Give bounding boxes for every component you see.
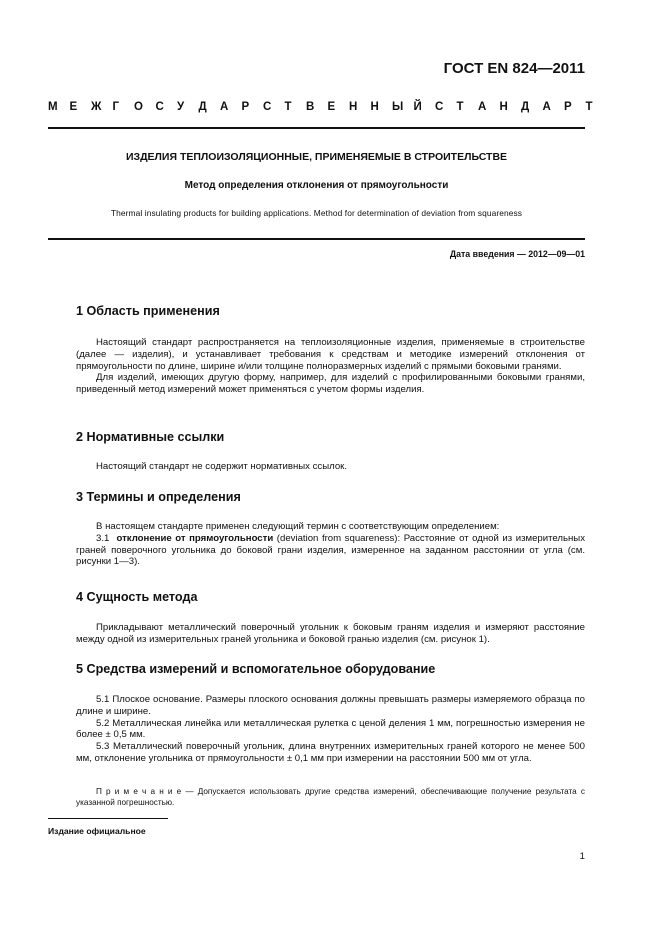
section-5-paragraph-3: 5.3 Металлический поверочный угольник, длина внутренних измерительных граней которого не менее 500 мм, отклонение угольника от прямоугольности ± 0,1 мм при измерении на расстоянии 500 мм от угла.: [76, 741, 585, 764]
spaced-letter: А: [478, 101, 487, 113]
section-5-note: П р и м е ч а н и е — Допускается использовать другие средства измерений, обеспечивающие получение результата с указанной погрешностью.: [76, 787, 585, 807]
section-4-heading: 4 Сущность метода: [76, 590, 198, 604]
document-subtitle: Метод определения отклонения от прямоугольности: [184, 180, 449, 191]
page-number: 1: [579, 851, 585, 862]
introduction-date: Дата введения — 2012—09—01: [449, 249, 585, 259]
section-1-body: [76, 337, 585, 396]
spaced-letter: Р: [564, 101, 572, 113]
spaced-letter: Н: [349, 101, 358, 113]
section-4-body: [76, 622, 585, 646]
section-2-body: [76, 461, 585, 473]
header-divider: [48, 127, 585, 129]
spaced-letter: М: [48, 101, 58, 113]
spaced-letter: Е: [69, 101, 78, 113]
document-title: ИЗДЕЛИЯ ТЕПЛОИЗОЛЯЦИОННЫЕ, ПРИМЕНЯЕМЫЕ В СТРОИТЕЛЬСТВЕ: [125, 151, 508, 163]
standard-type-word-2: [435, 101, 607, 113]
spaced-letter: А: [542, 101, 551, 113]
term-definition: [76, 533, 585, 568]
section-4-paragraph-1: Прикладывают металлический поверочный угольник к боковым граням изделия и измеряют расстояние между одной из измерительных граней угольника и боковой гранью изделия (см. рисунок 1).: [76, 622, 585, 645]
section-5-body: [76, 694, 585, 765]
spaced-letter: Й: [413, 101, 422, 113]
term-number: 3.1: [96, 532, 110, 544]
spaced-letter: Е: [327, 101, 336, 113]
standard-type-heading: [48, 101, 593, 113]
section-5-heading: 5 Средства измерений и вспомогательное оборудование: [76, 662, 436, 676]
spaced-letter: С: [155, 101, 164, 113]
section-1-heading: 1 Область применения: [76, 304, 220, 318]
english-title: Thermal insulating products for building applications. Method for determination of deviation from squareness: [110, 208, 523, 218]
spaced-letter: Д: [198, 101, 207, 113]
spaced-letter: С: [263, 101, 272, 113]
title-divider: [48, 238, 585, 240]
footer-divider: [48, 818, 168, 819]
section-1-paragraph-1: Настоящий стандарт распространяется на теплоизоляционные изделия, применяемые в строительстве (далее — изделия), и устанавливает требования к средствам и методике измерений отклонения от прямоугольности по длине, ширине и/или толщине полноразмерных изделий с прямыми боковыми гранями.: [76, 337, 585, 372]
edition-label: Издание официальное: [48, 826, 146, 836]
spaced-letter: В: [306, 101, 315, 113]
spaced-letter: Р: [241, 101, 250, 113]
spaced-letter: С: [435, 101, 444, 113]
spaced-letter: Д: [521, 101, 530, 113]
standard-type-word-1: [48, 101, 435, 113]
spaced-letter: Н: [499, 101, 508, 113]
section-2-paragraph-1: Настоящий стандарт не содержит нормативных ссылок.: [96, 461, 348, 472]
spaced-letter: У: [177, 101, 185, 113]
spaced-letter: Ж: [91, 101, 102, 113]
section-2-heading: 2 Нормативные ссылки: [76, 430, 225, 444]
term-name: отклонение от прямоугольности: [116, 532, 274, 544]
section-3-heading: 3 Термины и определения: [76, 490, 241, 504]
spaced-letter: Н: [370, 101, 379, 113]
section-1-paragraph-2: Для изделий, имеющих другую форму, например, для изделий с профилированными боковыми гранями, приведенный метод измерений может применяться с учетом формы изделия.: [76, 372, 585, 396]
section-5-paragraph-2: 5.2 Металлическая линейка или металлическая рулетка с ценой деления 1 мм, погрешностью измерения не более ± 0,5 мм.: [76, 717, 585, 741]
spaced-letter: Т: [284, 101, 292, 113]
spaced-letter: А: [220, 101, 229, 113]
section-3-paragraph-1: В настоящем стандарте применен следующий термин с соответствующим определением:: [96, 521, 500, 532]
spaced-letter: Т: [456, 101, 464, 113]
standard-number: ГОСТ EN 824—2011: [443, 60, 585, 77]
spaced-letter: Т: [585, 101, 593, 113]
spaced-letter: Г: [112, 101, 120, 113]
spaced-letter: О: [134, 101, 143, 113]
section-3-body: [76, 521, 585, 568]
term-description: (deviation from squareness): Расстояние от одной из измерительных граней поверочного угольника до боковой грани изделия, измеренное на заданном расстоянии от угла (см. рисунки 1—3).: [76, 532, 586, 568]
spaced-letter: Ы: [392, 101, 404, 113]
section-5-paragraph-1: 5.1 Плоское основание. Размеры плоского основания должны превышать размеры измеряемого образца по длине и ширине.: [76, 694, 585, 717]
